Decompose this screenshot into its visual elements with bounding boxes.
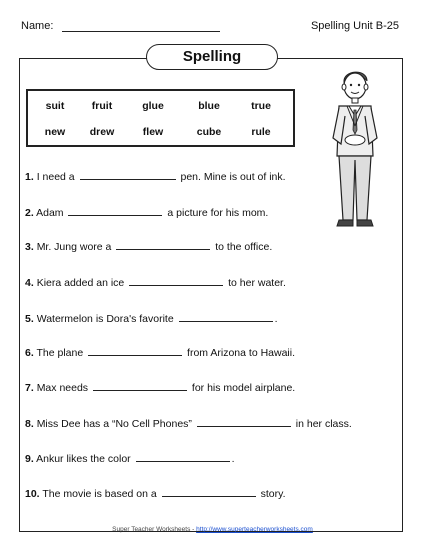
question-3 xyxy=(25,241,272,253)
answer-blank[interactable] xyxy=(179,313,273,322)
unit-label: Spelling Unit B-25 xyxy=(310,20,399,32)
question-4 xyxy=(25,277,286,289)
question-9 xyxy=(25,453,235,465)
question-number: 6. xyxy=(25,347,34,359)
name-blank-line[interactable] xyxy=(62,31,220,32)
question-text-after: . xyxy=(231,453,235,465)
question-text-after: in her class. xyxy=(295,418,352,430)
word-bank-item: drew xyxy=(89,126,115,138)
answer-blank[interactable] xyxy=(80,171,176,180)
answer-blank[interactable] xyxy=(116,241,210,250)
question-text-after: a picture for his mom. xyxy=(167,207,269,219)
question-text-after: pen. Mine is out of ink. xyxy=(180,171,286,183)
name-label: Name: xyxy=(21,20,54,32)
question-number: 1. xyxy=(25,171,34,183)
question-text-after: . xyxy=(274,313,278,325)
question-text-before: Kiera added an ice xyxy=(36,277,125,289)
teacher-illustration xyxy=(325,64,385,232)
answer-blank[interactable] xyxy=(68,207,162,216)
question-text-before: Watermelon is Dora's favorite xyxy=(36,313,174,325)
question-number: 7. xyxy=(25,382,34,394)
word-bank-item: glue xyxy=(142,100,164,112)
answer-blank[interactable] xyxy=(197,418,291,427)
word-bank-item: cube xyxy=(196,126,222,138)
question-text-after: story. xyxy=(260,488,286,500)
question-text-after: for his model airplane. xyxy=(191,382,296,394)
question-text-after: to her water. xyxy=(228,277,286,289)
word-bank-item: true xyxy=(251,100,271,112)
word-bank-item: new xyxy=(44,126,66,138)
question-number: 4. xyxy=(25,277,34,289)
footer-link[interactable]: http://www.superteacherworksheets.com xyxy=(196,526,313,533)
word-bank xyxy=(26,89,295,147)
word-bank-item: rule xyxy=(251,126,271,138)
question-text-before: Miss Dee has a “No Cell Phones” xyxy=(36,418,192,430)
question-6 xyxy=(25,347,295,359)
question-text-after: to the office. xyxy=(215,241,273,253)
question-text-before: The plane xyxy=(36,347,84,359)
question-10 xyxy=(25,488,286,500)
answer-blank[interactable] xyxy=(162,488,256,497)
answer-blank[interactable] xyxy=(93,382,187,391)
word-bank-item: blue xyxy=(198,100,220,112)
question-number: 3. xyxy=(25,241,34,253)
question-text-before: Adam xyxy=(36,207,64,219)
page-title: Spelling xyxy=(146,44,278,70)
footer-site-name: Super Teacher Worksheets xyxy=(112,526,191,533)
question-text-before: The movie is based on a xyxy=(42,488,157,500)
question-8 xyxy=(25,418,352,430)
question-text-before: Max needs xyxy=(36,382,89,394)
answer-blank[interactable] xyxy=(136,453,230,462)
question-number: 5. xyxy=(25,313,34,325)
question-number: 9. xyxy=(25,453,34,465)
question-number: 8. xyxy=(25,418,34,430)
answer-blank[interactable] xyxy=(88,347,182,356)
footer xyxy=(0,526,425,533)
word-bank-item: flew xyxy=(142,126,164,138)
answer-blank[interactable] xyxy=(129,277,223,286)
question-1 xyxy=(25,171,286,183)
question-7 xyxy=(25,382,295,394)
word-bank-item: suit xyxy=(45,100,65,112)
question-text-before: I need a xyxy=(36,171,75,183)
question-number: 2. xyxy=(25,207,34,219)
question-text-before: Mr. Jung wore a xyxy=(36,241,112,253)
question-text-after: from Arizona to Hawaii. xyxy=(187,347,296,359)
word-bank-item: fruit xyxy=(91,100,113,112)
question-number: 10. xyxy=(25,488,40,500)
question-2 xyxy=(25,207,268,219)
footer-separator: - xyxy=(192,526,195,533)
question-5 xyxy=(25,313,278,325)
question-text-before: Ankur likes the color xyxy=(36,453,131,465)
